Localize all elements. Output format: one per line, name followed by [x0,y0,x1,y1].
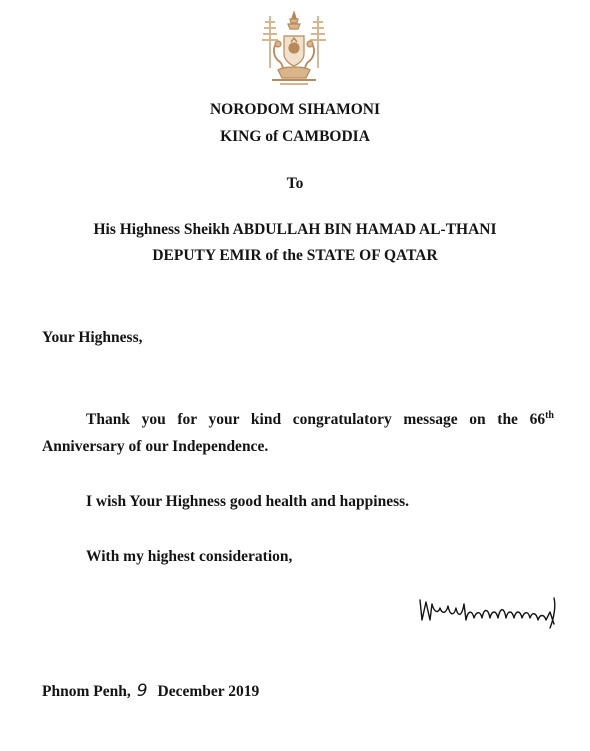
paragraph-1-line-2: Anniversary of our Independence. [42,438,269,455]
sender-name: NORODOM SIHAMONI [209,101,381,118]
recipient-title: DEPUTY EMIR of the STATE OF QATAR [152,247,438,264]
handwritten-day: 9 [136,681,148,701]
month-year: December 2019 [157,683,260,700]
ordinal-suffix: th [545,410,554,421]
paragraph-1-text: Thank you for your kind congratulatory message on the 66 [86,411,546,428]
paragraph-1-line-1 [42,412,554,428]
salutation: Your Highness, [42,329,143,346]
closing-line: With my highest consideration, [86,548,293,565]
paragraph-2: I wish Your Highness good health and happiness. [86,493,410,510]
sender-title: KING of CAMBODIA [220,128,370,145]
to-label: To [286,175,304,192]
royal-crest-icon [258,10,330,88]
signature-icon [414,590,562,630]
recipient-name: His Highness Sheikh ABDULLAH BIN HAMAD AL-THANI [93,221,497,238]
place-date-line [42,683,259,700]
place: Phnom Penh, [42,683,131,700]
